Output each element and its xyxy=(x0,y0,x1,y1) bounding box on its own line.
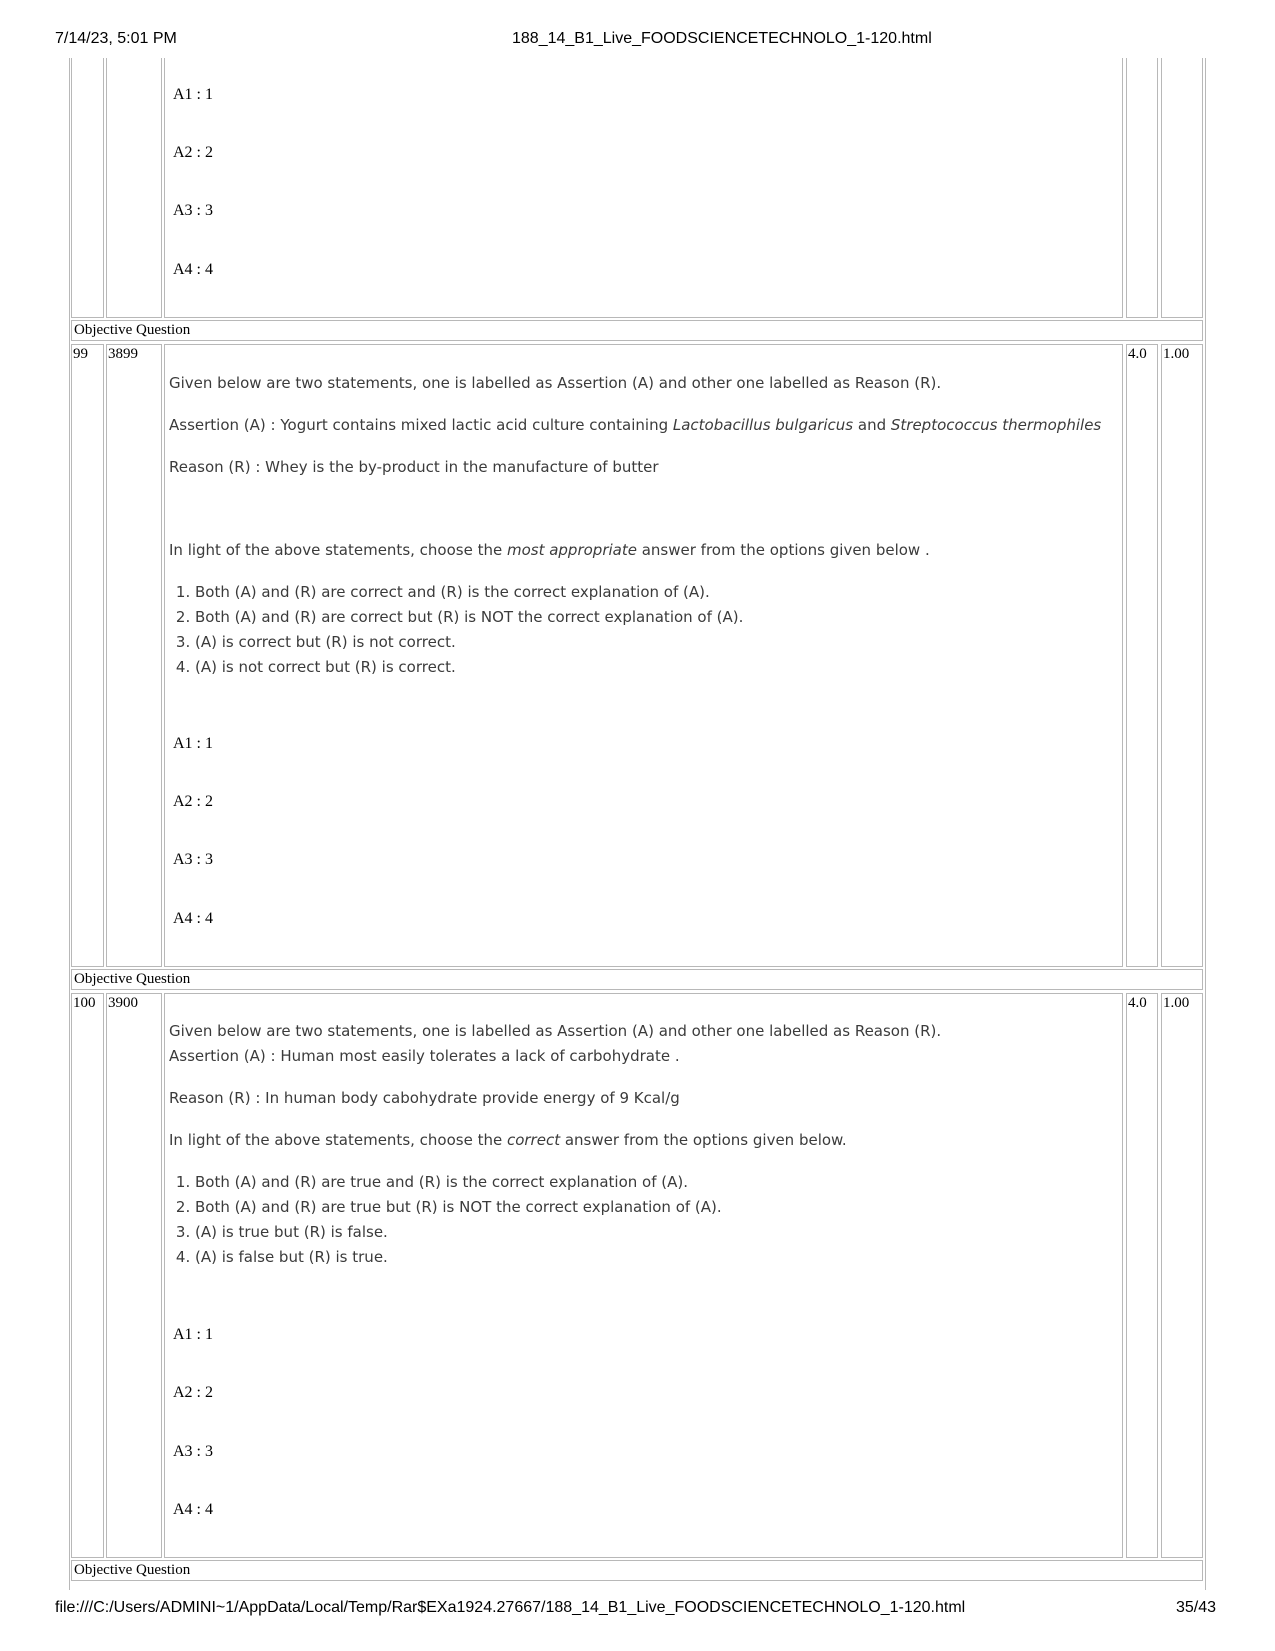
page-number: 35/43 xyxy=(1176,1599,1217,1616)
option-a3: A3 : 3 xyxy=(173,851,213,868)
question-choices xyxy=(169,1170,722,1270)
prev-option-a3: A3 : 3 xyxy=(173,202,213,219)
q99-marks-cell xyxy=(1126,344,1158,967)
question-id: 3899 xyxy=(108,346,138,362)
question-negative-marks: 1.00 xyxy=(1163,995,1190,1011)
option-a3: A3 : 3 xyxy=(173,1443,213,1460)
option-a4: A4 : 4 xyxy=(173,1501,213,1518)
question-id: 3900 xyxy=(108,995,138,1011)
q100-sno-cell xyxy=(71,993,104,1558)
prev-neg-cell xyxy=(1161,58,1203,318)
table-frame-right xyxy=(1205,58,1207,1590)
question-choices xyxy=(169,580,743,680)
choice-item: 3. (A) is true but (R) is false. xyxy=(195,1220,722,1245)
q99-neg-cell xyxy=(1161,344,1203,967)
question-type-label: Objective Question xyxy=(71,1560,1203,1581)
print-file-path: file:///C:/Users/ADMINI~1/AppData/Local/Temp/Rar$EXa1924.27667/188_14_B1_Live_FOODSCIENCETECHNOLO_1-120.html xyxy=(55,1599,966,1616)
q100-content-cell xyxy=(164,993,1123,1558)
option-a1: A1 : 1 xyxy=(173,735,213,752)
question-reason: Reason (R) : In human body cabohydrate provide energy of 9 Kcal/g xyxy=(169,1089,680,1107)
question-serial-number: 100 xyxy=(73,995,96,1011)
option-a2: A2 : 2 xyxy=(173,1384,213,1401)
choice-item: 1. Both (A) and (R) are correct and (R) is the correct explanation of (A). xyxy=(195,580,743,605)
question-intro: Given below are two statements, one is labelled as Assertion (A) and other one labelled as Reason (R). xyxy=(169,374,942,392)
q100-neg-cell xyxy=(1161,993,1203,1558)
q99-sno-cell xyxy=(71,344,104,967)
question-instruction: In light of the above statements, choose the correct answer from the options given below. xyxy=(169,1131,847,1149)
choice-item: 3. (A) is correct but (R) is not correct. xyxy=(195,630,743,655)
question-marks: 4.0 xyxy=(1128,995,1147,1011)
question-intro: Given below are two statements, one is labelled as Assertion (A) and other one labelled as Reason (R). xyxy=(169,1022,942,1040)
q100-marks-cell xyxy=(1126,993,1158,1558)
prev-marks-cell xyxy=(1126,58,1158,318)
question-type-label: Objective Question xyxy=(71,969,1203,990)
q99-qid-cell xyxy=(106,344,162,967)
choice-item: 4. (A) is not correct but (R) is correct. xyxy=(195,655,743,680)
question-negative-marks: 1.00 xyxy=(1163,346,1190,362)
option-a1: A1 : 1 xyxy=(173,1326,213,1343)
question-type-label: Objective Question xyxy=(71,320,1203,341)
question-assertion: Assertion (A) : Yogurt contains mixed lactic acid culture containing Lactobacillus bulgaricus and Streptococcus thermophiles xyxy=(169,416,1102,434)
choice-item: 4. (A) is false but (R) is true. xyxy=(195,1245,722,1270)
question-marks: 4.0 xyxy=(1128,346,1147,362)
print-title: 188_14_B1_Live_FOODSCIENCETECHNOLO_1-120.html xyxy=(512,30,932,47)
prev-qid-cell xyxy=(106,58,162,318)
prev-option-a1: A1 : 1 xyxy=(173,86,213,103)
prev-option-a4: A4 : 4 xyxy=(173,261,213,278)
question-serial-number: 99 xyxy=(73,346,88,362)
option-a4: A4 : 4 xyxy=(173,910,213,927)
q100-qid-cell xyxy=(106,993,162,1558)
choice-item: 2. Both (A) and (R) are true but (R) is NOT the correct explanation of (A). xyxy=(195,1195,722,1220)
prev-content-cell xyxy=(164,58,1123,318)
choice-item: 1. Both (A) and (R) are true and (R) is the correct explanation of (A). xyxy=(195,1170,722,1195)
choice-item: 2. Both (A) and (R) are correct but (R) is NOT the correct explanation of (A). xyxy=(195,605,743,630)
print-date: 7/14/23, 5:01 PM xyxy=(55,30,177,47)
question-instruction: In light of the above statements, choose the most appropriate answer from the options given below . xyxy=(169,541,930,559)
prev-option-a2: A2 : 2 xyxy=(173,144,213,161)
question-assertion: Assertion (A) : Human most easily tolerates a lack of carbohydrate . xyxy=(169,1047,680,1065)
question-reason: Reason (R) : Whey is the by-product in the manufacture of butter xyxy=(169,458,659,476)
prev-sno-cell xyxy=(71,58,104,318)
option-a2: A2 : 2 xyxy=(173,793,213,810)
